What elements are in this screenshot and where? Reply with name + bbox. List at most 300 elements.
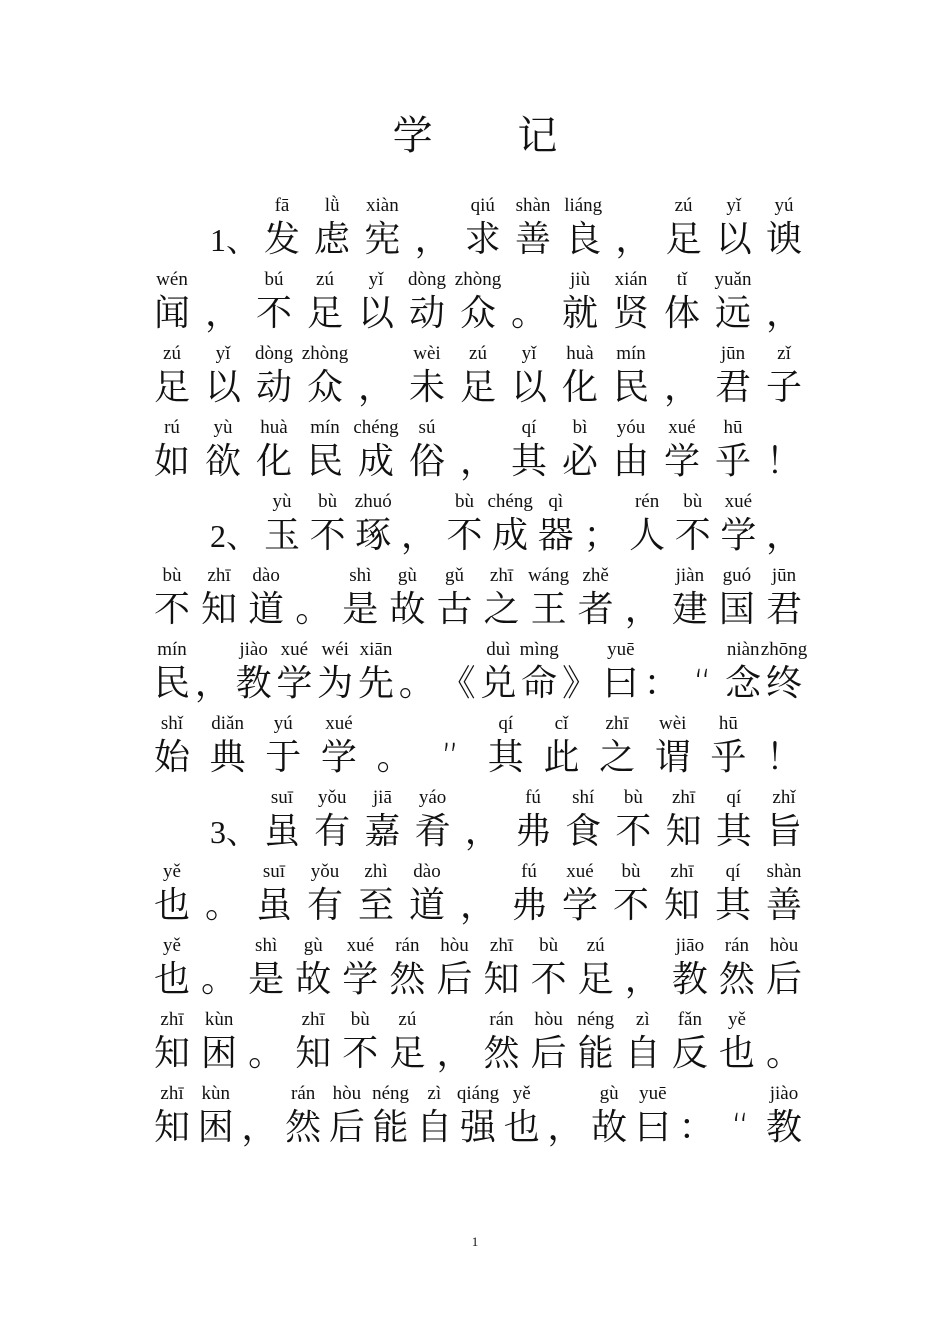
paragraph-number: 3、	[210, 814, 259, 850]
hanzi: 宪	[364, 219, 401, 260]
char-cell	[192, 1084, 240, 1154]
pinyin: zhī	[301, 1009, 325, 1030]
hanzi: 。	[204, 885, 241, 926]
hanzi: 。	[765, 1033, 802, 1074]
paragraph-number: 2、	[210, 518, 259, 554]
hanzi: ：	[643, 663, 680, 704]
hanzi: ，	[663, 367, 700, 408]
hanzi: 贤	[612, 293, 649, 334]
hanzi: 之	[483, 589, 520, 630]
pinyin: xué	[346, 935, 375, 956]
pinyin: zhī	[670, 861, 694, 882]
pinyin: rán	[489, 1009, 514, 1030]
char-cell	[760, 1084, 808, 1154]
hanzi: 动	[255, 367, 292, 408]
hanzi: ，	[547, 1107, 584, 1148]
pinyin: shàn	[515, 195, 551, 216]
pinyin: niàn	[726, 639, 760, 660]
hanzi: ，	[204, 293, 241, 334]
hanzi: 国	[718, 589, 755, 630]
pinyin: rán	[724, 935, 750, 956]
pinyin: qiáng	[456, 1083, 500, 1104]
hanzi: 之	[599, 737, 636, 778]
hanzi: 者	[577, 589, 614, 630]
char-cell	[409, 788, 457, 858]
pinyin: zhòng	[301, 343, 349, 364]
hanzi: 至	[357, 885, 394, 926]
hanzi: 旨	[765, 811, 802, 852]
hanzi: 不	[674, 515, 711, 556]
hanzi: 后	[530, 1033, 567, 1074]
pinyin: qì	[548, 491, 564, 512]
hanzi: 成	[492, 515, 529, 556]
char-cell	[714, 492, 762, 562]
pinyin: jiào	[769, 1083, 799, 1104]
pinyin: dòng	[255, 343, 293, 364]
hanzi: 然	[718, 959, 755, 1000]
hanzi: 学	[663, 441, 700, 482]
pinyin: xué	[566, 861, 594, 882]
pinyin: zǐ	[777, 343, 791, 364]
hanzi: 也	[718, 1033, 755, 1074]
hanzi: 乎	[714, 441, 751, 482]
pinyin: shí	[572, 787, 595, 808]
pinyin: jiāo	[675, 935, 705, 956]
pinyin: hòu	[332, 1083, 362, 1104]
hanzi: 闻	[153, 293, 190, 334]
char-cell	[760, 196, 808, 266]
hanzi: 道	[248, 589, 285, 630]
hanzi: 发	[263, 219, 300, 260]
hanzi: 由	[612, 441, 649, 482]
pinyin: wén	[156, 269, 188, 290]
hanzi: 虽	[255, 885, 292, 926]
hanzi: 不	[446, 515, 483, 556]
hanzi: 动	[408, 293, 445, 334]
hanzi: 教	[765, 1107, 802, 1148]
pinyin: zhě	[582, 565, 609, 586]
hanzi: 古	[436, 589, 473, 630]
pinyin: mìng	[519, 639, 559, 660]
char-cell	[629, 1084, 677, 1154]
hanzi: 肴	[414, 811, 451, 852]
hanzi: 故	[591, 1107, 628, 1148]
hanzi: 知	[665, 811, 702, 852]
pinyin: yǐ	[521, 343, 537, 364]
pinyin: bù	[683, 491, 703, 512]
pinyin: zhī	[489, 935, 514, 956]
pinyin: jiào	[239, 639, 268, 660]
hanzi: 困	[197, 1107, 234, 1148]
pinyin: bù	[455, 491, 475, 512]
pinyin: hòu	[534, 1009, 563, 1030]
hanzi: 为	[317, 663, 354, 704]
hanzi: 其	[510, 441, 547, 482]
hanzi: “	[730, 1107, 750, 1148]
pinyin: yuǎn	[714, 269, 752, 290]
pinyin: chéng	[353, 417, 399, 438]
hanzi: 此	[543, 737, 580, 778]
pinyin: shì	[349, 565, 372, 586]
hanzi: 善	[514, 219, 551, 260]
char-cell	[760, 640, 808, 710]
hanzi: 能	[577, 1033, 614, 1074]
pinyin: rán	[291, 1083, 316, 1104]
pinyin: yě	[727, 1009, 746, 1030]
hanzi: 其	[487, 737, 524, 778]
hanzi: 学	[561, 885, 598, 926]
pinyin: yuē	[607, 639, 635, 660]
pinyin: hòu	[440, 935, 469, 956]
pinyin: xué	[325, 713, 353, 734]
pinyin: jiā	[372, 787, 392, 808]
hanzi: 如	[153, 441, 190, 482]
char-cell	[760, 862, 808, 932]
pinyin: yǐ	[215, 343, 231, 364]
char-cell	[760, 788, 808, 858]
hanzi: 子	[765, 367, 802, 408]
hanzi: 食	[565, 811, 602, 852]
hanzi: ！	[765, 737, 802, 778]
pinyin: qí	[521, 417, 537, 438]
hanzi: 曰	[602, 663, 639, 704]
hanzi: ，	[357, 367, 394, 408]
hanzi: 兑	[480, 663, 517, 704]
pinyin: chéng	[487, 491, 533, 512]
pinyin: sú	[418, 417, 436, 438]
pinyin: wèi	[659, 713, 687, 734]
hanzi: 。	[510, 293, 547, 334]
pinyin: bù	[350, 1009, 370, 1030]
hanzi: 典	[209, 737, 246, 778]
char-cell	[358, 196, 406, 266]
pinyin: néng	[372, 1083, 410, 1104]
hanzi: 。	[295, 589, 332, 630]
pinyin: zú	[398, 1009, 417, 1030]
hanzi: 知	[483, 959, 520, 1000]
pinyin: qiú	[470, 195, 495, 216]
hanzi: 足	[306, 293, 343, 334]
pinyin: wéi	[321, 639, 349, 660]
hanzi: 困	[201, 1033, 238, 1074]
char-cell	[572, 936, 620, 1006]
hanzi: 于	[265, 737, 302, 778]
hanzi: ！	[765, 441, 802, 482]
hanzi: ”	[440, 737, 460, 778]
pinyin: bù	[539, 935, 559, 956]
hanzi: ，	[400, 515, 437, 556]
hanzi: 《	[439, 663, 476, 704]
text-line	[0, 270, 950, 340]
hanzi: 必	[561, 441, 598, 482]
hanzi: 民	[153, 663, 190, 704]
hanzi: 未	[408, 367, 445, 408]
hanzi: 知	[663, 885, 700, 926]
pinyin: zhòng	[454, 269, 502, 290]
hanzi: 众	[306, 367, 343, 408]
hanzi: ，	[624, 959, 661, 1000]
char-cell	[673, 1084, 721, 1154]
hanzi: 不	[309, 515, 346, 556]
hanzi: 嘉	[364, 811, 401, 852]
pinyin: mín	[157, 639, 187, 660]
pinyin: gù	[303, 935, 323, 956]
pinyin: qí	[498, 713, 514, 734]
char-cell	[709, 418, 757, 488]
text-line	[0, 492, 950, 562]
pinyin: yǐ	[726, 195, 742, 216]
hanzi: 强	[459, 1107, 496, 1148]
pinyin: zhuó	[354, 491, 392, 512]
char-cell	[454, 270, 502, 340]
hanzi: 。	[201, 959, 238, 1000]
pinyin: néng	[577, 1009, 615, 1030]
hanzi: 王	[530, 589, 567, 630]
char-cell	[760, 492, 808, 562]
hanzi: 弗	[510, 885, 547, 926]
hanzi: ，	[194, 663, 231, 704]
hanzi: 知	[201, 589, 238, 630]
char-cell	[709, 270, 757, 340]
hanzi: 故	[389, 589, 426, 630]
hanzi: 后	[328, 1107, 365, 1148]
char-cell	[760, 714, 808, 784]
page-title: 学 记	[392, 113, 594, 159]
hanzi: 念	[725, 663, 762, 704]
pinyin: zhǐ	[772, 787, 796, 808]
hanzi: 谀	[765, 219, 802, 260]
pinyin: suī	[270, 787, 294, 808]
pinyin: zhī	[160, 1009, 184, 1030]
char-cell	[315, 714, 363, 784]
hanzi: 器	[537, 515, 574, 556]
hanzi: ，	[624, 589, 661, 630]
hanzi: 足	[459, 367, 496, 408]
pinyin: xué	[668, 417, 696, 438]
pinyin: zú	[316, 269, 334, 290]
hanzi: 也	[153, 885, 190, 926]
pinyin: hū	[718, 713, 738, 734]
char-cell	[148, 936, 196, 1006]
pinyin: zì	[635, 1009, 650, 1030]
pinyin: xiān	[359, 639, 393, 660]
char-cell	[242, 566, 290, 636]
pinyin: suī	[262, 861, 286, 882]
text-line	[0, 1010, 950, 1080]
hanzi: 然	[389, 959, 426, 1000]
hanzi: 成	[357, 441, 394, 482]
hanzi: 俗	[408, 441, 445, 482]
pinyin: yě	[163, 861, 181, 882]
pinyin: yě	[163, 935, 181, 956]
char-cell	[383, 1010, 431, 1080]
pinyin: yóu	[616, 417, 646, 438]
hanzi: 众	[459, 293, 496, 334]
hanzi: 自	[624, 1033, 661, 1074]
char-cell	[532, 492, 580, 562]
pinyin: yú	[273, 713, 293, 734]
pinyin: gǔ	[444, 565, 464, 586]
hanzi: 足	[153, 367, 190, 408]
hanzi: 学	[276, 663, 313, 704]
pinyin: yú	[774, 195, 794, 216]
pinyin: huà	[566, 343, 594, 364]
hanzi: ，	[765, 515, 802, 556]
pinyin: gù	[397, 565, 417, 586]
hanzi: 足	[389, 1033, 426, 1074]
char-cell	[349, 492, 397, 562]
pinyin: zú	[163, 343, 181, 364]
pinyin: fā	[274, 195, 290, 216]
hanzi: 教	[671, 959, 708, 1000]
pinyin: diǎn	[211, 713, 244, 734]
hanzi: 体	[663, 293, 700, 334]
hanzi: ，	[241, 1107, 278, 1148]
pinyin: zhī	[605, 713, 629, 734]
pinyin: yù	[213, 417, 233, 438]
hanzi: 就	[561, 293, 598, 334]
pinyin: huà	[260, 417, 288, 438]
char-cell	[713, 1010, 761, 1080]
hanzi: 不	[255, 293, 292, 334]
pinyin: zú	[586, 935, 605, 956]
hanzi: ，	[459, 441, 496, 482]
pinyin: zú	[674, 195, 693, 216]
hanzi: 有	[306, 885, 343, 926]
hanzi: 》	[561, 663, 598, 704]
char-cell	[760, 1010, 808, 1080]
hanzi: ，	[414, 219, 451, 260]
pinyin: bù	[318, 491, 338, 512]
hanzi: 道	[408, 885, 445, 926]
char-cell	[704, 714, 752, 784]
hanzi: 命	[521, 663, 558, 704]
char-cell	[607, 344, 655, 414]
char-cell	[760, 566, 808, 636]
pinyin: zhī	[671, 787, 696, 808]
hanzi: 先	[357, 663, 394, 704]
pinyin: zì	[427, 1083, 442, 1104]
pinyin: fú	[525, 787, 541, 808]
hanzi: ；	[583, 515, 620, 556]
hanzi: 远	[714, 293, 751, 334]
hanzi: 学	[320, 737, 357, 778]
hanzi: 不	[342, 1033, 379, 1074]
pinyin: yǒu	[317, 787, 347, 808]
text-line	[0, 714, 950, 784]
pinyin: dòng	[408, 269, 446, 290]
text-line	[0, 418, 950, 488]
pinyin: shǐ	[160, 713, 184, 734]
hanzi: ，	[436, 1033, 473, 1074]
hanzi: 知	[153, 1033, 190, 1074]
pinyin: jiù	[569, 269, 591, 290]
pinyin: zhōng	[760, 639, 808, 660]
text-line	[0, 640, 950, 710]
hanzi: 玉	[263, 515, 300, 556]
char-cell	[403, 862, 451, 932]
pinyin: zhī	[160, 1083, 184, 1104]
hanzi: 不	[615, 811, 652, 852]
pinyin: hū	[723, 417, 743, 438]
hanzi: 以	[204, 367, 241, 408]
char-cell	[559, 196, 607, 266]
hanzi: 以	[510, 367, 547, 408]
pinyin: rú	[164, 417, 180, 438]
pinyin: xiàn	[366, 195, 399, 216]
text-line	[0, 1084, 950, 1154]
pinyin: guó	[722, 565, 752, 586]
hanzi: ：	[678, 1107, 715, 1148]
hanzi: 君	[714, 367, 751, 408]
hanzi: 求	[464, 219, 501, 260]
hanzi: 足	[577, 959, 614, 1000]
pinyin: yù	[272, 491, 292, 512]
hanzi: 反	[671, 1033, 708, 1074]
pinyin: qí	[726, 787, 742, 808]
pinyin: xué	[724, 491, 753, 512]
pinyin: yě	[512, 1083, 531, 1104]
text-line	[0, 566, 950, 636]
pinyin: wèi	[413, 343, 441, 364]
hanzi: 弗	[514, 811, 551, 852]
pinyin: gù	[599, 1083, 619, 1104]
pinyin: mín	[310, 417, 340, 438]
hanzi: 虽	[263, 811, 300, 852]
hanzi: 。	[398, 663, 435, 704]
pinyin: shì	[255, 935, 278, 956]
hanzi: “	[693, 663, 712, 704]
pinyin: kùn	[201, 1083, 230, 1104]
pinyin: bú	[264, 269, 284, 290]
char-cell	[148, 862, 196, 932]
char-cell	[760, 344, 808, 414]
hanzi: 其	[715, 811, 752, 852]
hanzi: 教	[235, 663, 272, 704]
hanzi: 始	[153, 737, 190, 778]
pinyin: jiàn	[675, 565, 705, 586]
pinyin: hòu	[769, 935, 799, 956]
char-cell	[403, 418, 451, 488]
pinyin: fú	[521, 861, 537, 882]
char-cell	[498, 1084, 546, 1154]
hanzi: 曰	[634, 1107, 671, 1148]
pinyin: zú	[469, 343, 487, 364]
hanzi: 虑	[314, 219, 351, 260]
pinyin: liáng	[564, 195, 603, 216]
hanzi: 后	[436, 959, 473, 1000]
pinyin: bù	[621, 861, 641, 882]
hanzi: 能	[372, 1107, 409, 1148]
pinyin: qí	[725, 861, 741, 882]
hanzi: 后	[765, 959, 802, 1000]
hanzi: 不	[153, 589, 190, 630]
hanzi: 人	[629, 515, 666, 556]
pinyin: rén	[634, 491, 660, 512]
pinyin: wáng	[528, 565, 570, 586]
pinyin: mín	[616, 343, 646, 364]
pinyin: zhì	[364, 861, 388, 882]
pinyin: yǒu	[310, 861, 340, 882]
hanzi: 以	[357, 293, 394, 334]
hanzi: 自	[416, 1107, 453, 1148]
hanzi: 善	[765, 885, 802, 926]
hanzi: 以	[715, 219, 752, 260]
hanzi: 有	[314, 811, 351, 852]
pinyin: dào	[252, 565, 280, 586]
hanzi: 琢	[355, 515, 392, 556]
hanzi: 知	[295, 1033, 332, 1074]
